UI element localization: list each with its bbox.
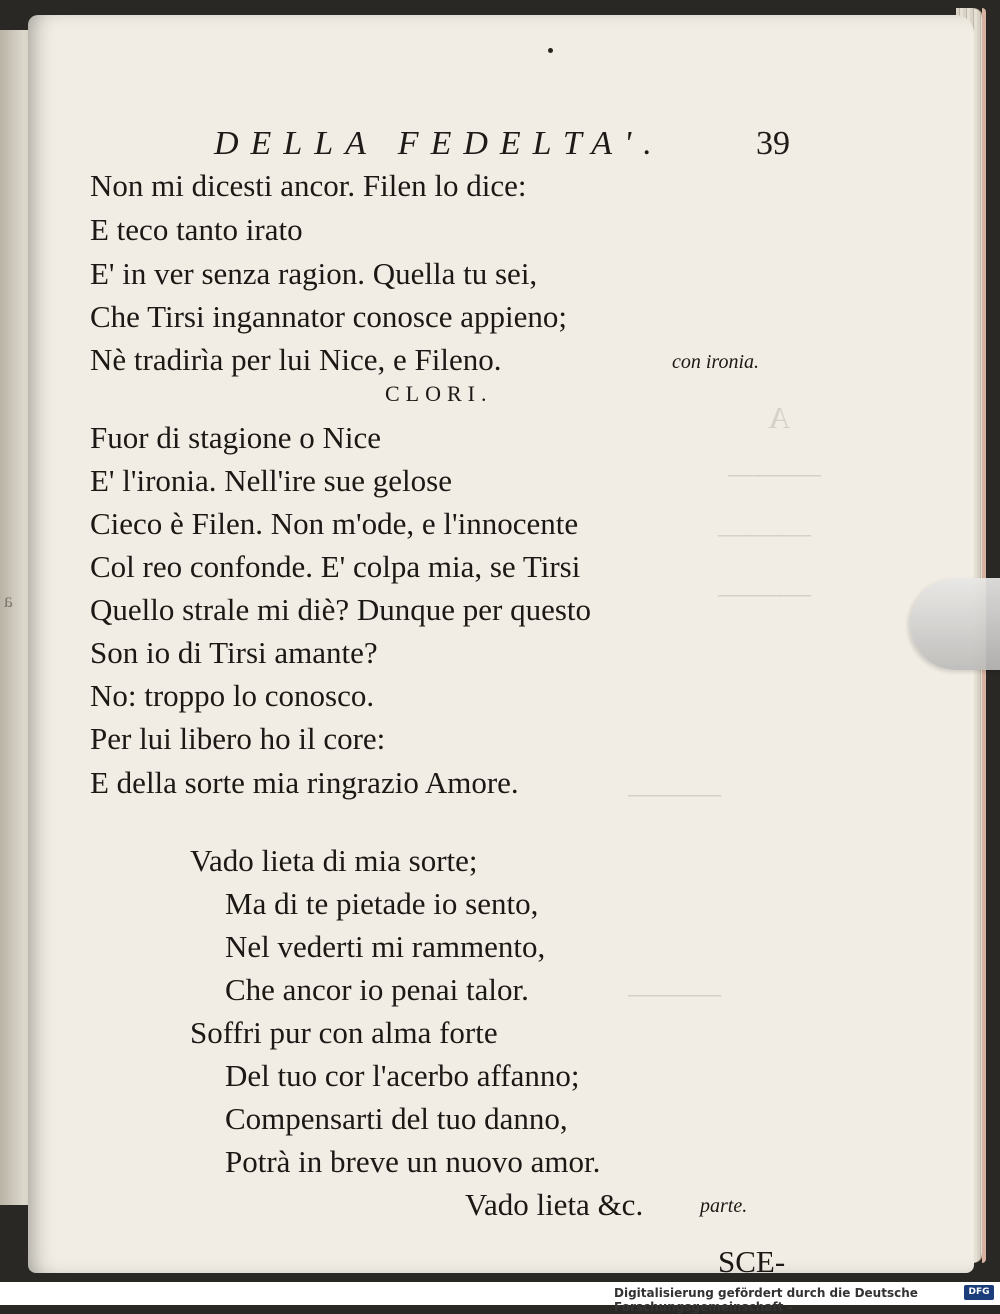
verse-line: Non mi dicesti ancor. Filen lo dice: [90, 168, 527, 203]
show-through-mark: ——— [718, 515, 811, 550]
left-page-show-through: a [4, 590, 13, 612]
speaker-name: CLORI. [385, 381, 493, 406]
running-title: DELLA FEDELTA'. [214, 125, 664, 162]
stage-direction: con ironia. [672, 351, 760, 373]
verse-line: E' l'ironia. Nell'ire sue gelose [90, 463, 452, 498]
verse-line: E della sorte mia ringrazio Amore. [90, 765, 519, 800]
show-through-mark: ——— [628, 975, 721, 1010]
page-clip [910, 578, 1000, 670]
verse-line: E' in ver senza ragion. Quella tu sei, [90, 256, 538, 291]
aria-line: Vado lieta di mia sorte; [190, 843, 478, 878]
page-number: 39 [756, 125, 790, 162]
show-through-mark: ——— [728, 455, 821, 490]
book-page [28, 15, 974, 1273]
dfg-logo: DFG [964, 1285, 994, 1300]
show-through-mark: ——— [628, 775, 721, 810]
aria-line: Del tuo cor l'acerbo affanno; [225, 1058, 580, 1093]
aria-line: Compensarti del tuo danno, [225, 1101, 568, 1136]
catchword: SCE- [718, 1244, 786, 1273]
verse-line: Col reo confonde. E' colpa mia, se Tirsi [90, 549, 581, 584]
verse-line: Fuor di stagione o Nice [90, 420, 382, 455]
verse-line: Son io di Tirsi amante? [90, 635, 378, 670]
verse-line: No: troppo lo conosco. [90, 678, 375, 713]
stage-direction-exit: parte. [700, 1195, 748, 1217]
verse-line: Nè tradirìa per lui Nice, e Fileno. [90, 342, 502, 377]
verse-line: Quello strale mi diè? Dunque per questo [90, 592, 592, 627]
aria-line: Ma di te pietade io sento, [225, 886, 539, 921]
aria-line: Che ancor io penai talor. [225, 972, 529, 1007]
aria-closing-line: Vado lieta &c. [465, 1187, 644, 1222]
verse-line: Che Tirsi ingannator conosce appieno; [90, 299, 567, 334]
aria-line: Soffri pur con alma forte [190, 1015, 498, 1050]
funding-credit: Digitalisierung gefördert durch die Deutsche Forschungsgemeinschaft - [614, 1286, 918, 1314]
verse-line: Per lui libero ho il core: [90, 721, 386, 756]
show-through-mark: A [768, 400, 791, 435]
aria-line: Nel vederti mi rammento, [225, 929, 546, 964]
verse-line: E teco tanto irato [90, 212, 303, 247]
footer-bar [0, 1282, 1000, 1314]
printer-mark [548, 48, 553, 53]
show-through-mark: ——— [718, 575, 811, 610]
aria-line: Potrà in breve un nuovo amor. [225, 1144, 601, 1179]
verse-line: Cieco è Filen. Non m'ode, e l'innocente [90, 506, 579, 541]
